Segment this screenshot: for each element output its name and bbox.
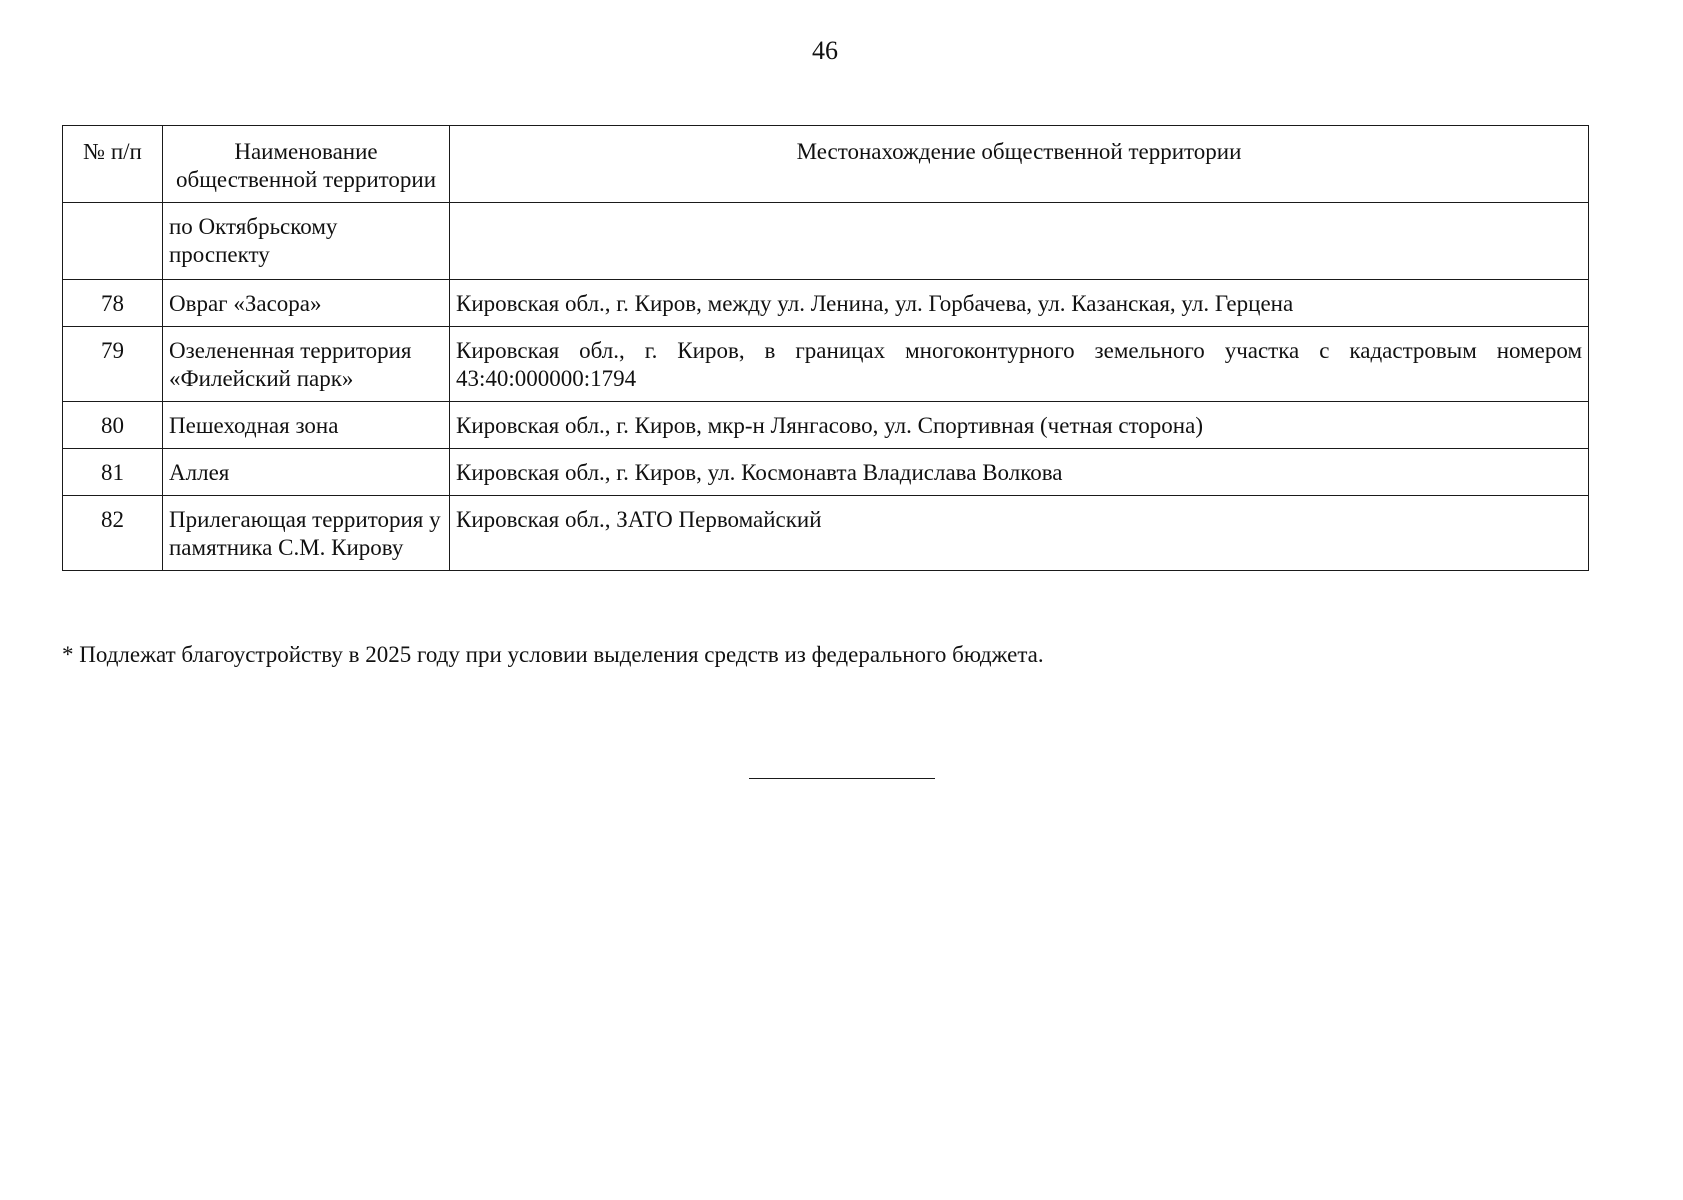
- header-name: Наименование общественной территории: [163, 126, 450, 203]
- row-name: Овраг «Засора»: [163, 280, 450, 327]
- row-name: по Октябрьскому проспекту: [163, 203, 450, 280]
- table-row: [63, 449, 1589, 496]
- row-name: Аллея: [163, 449, 450, 496]
- row-location: Кировская обл., ЗАТО Первомайский: [450, 496, 1589, 571]
- row-location: [450, 203, 1589, 280]
- row-number: 80: [63, 402, 163, 449]
- row-number: 81: [63, 449, 163, 496]
- row-number: 78: [63, 280, 163, 327]
- row-location: Кировская обл., г. Киров, в границах многоконтурного земельного участка с кадастровым номером 43:40:000000:1794: [450, 327, 1589, 402]
- row-location: Кировская обл., г. Киров, мкр-н Лянгасово, ул. Спортивная (четная сторона): [450, 402, 1589, 449]
- row-location: Кировская обл., г. Киров, ул. Космонавта Владислава Волкова: [450, 449, 1589, 496]
- row-name: Озелененная территория «Филейский парк»: [163, 327, 450, 402]
- page-number: 46: [812, 36, 838, 65]
- table-row: [63, 280, 1589, 327]
- table-row: [63, 327, 1589, 402]
- row-number: 79: [63, 327, 163, 402]
- table-row: [63, 402, 1589, 449]
- footnote: * Подлежат благоустройству в 2025 году при условии выделения средств из федерального бюджета.: [62, 642, 1044, 667]
- table-header-row: [63, 126, 1589, 203]
- closing-divider: [749, 778, 935, 779]
- row-name: Прилегающая территория у памятника С.М. Кирову: [163, 496, 450, 571]
- row-location: Кировская обл., г. Киров, между ул. Ленина, ул. Горбачева, ул. Казанская, ул. Герцена: [450, 280, 1589, 327]
- row-number: 82: [63, 496, 163, 571]
- territory-table: [62, 125, 1589, 571]
- header-number: № п/п: [63, 126, 163, 203]
- row-name: Пешеходная зона: [163, 402, 450, 449]
- table-row: [63, 203, 1589, 280]
- row-number: [63, 203, 163, 280]
- table-row: [63, 496, 1589, 571]
- header-location: Местонахождение общественной территории: [450, 126, 1589, 203]
